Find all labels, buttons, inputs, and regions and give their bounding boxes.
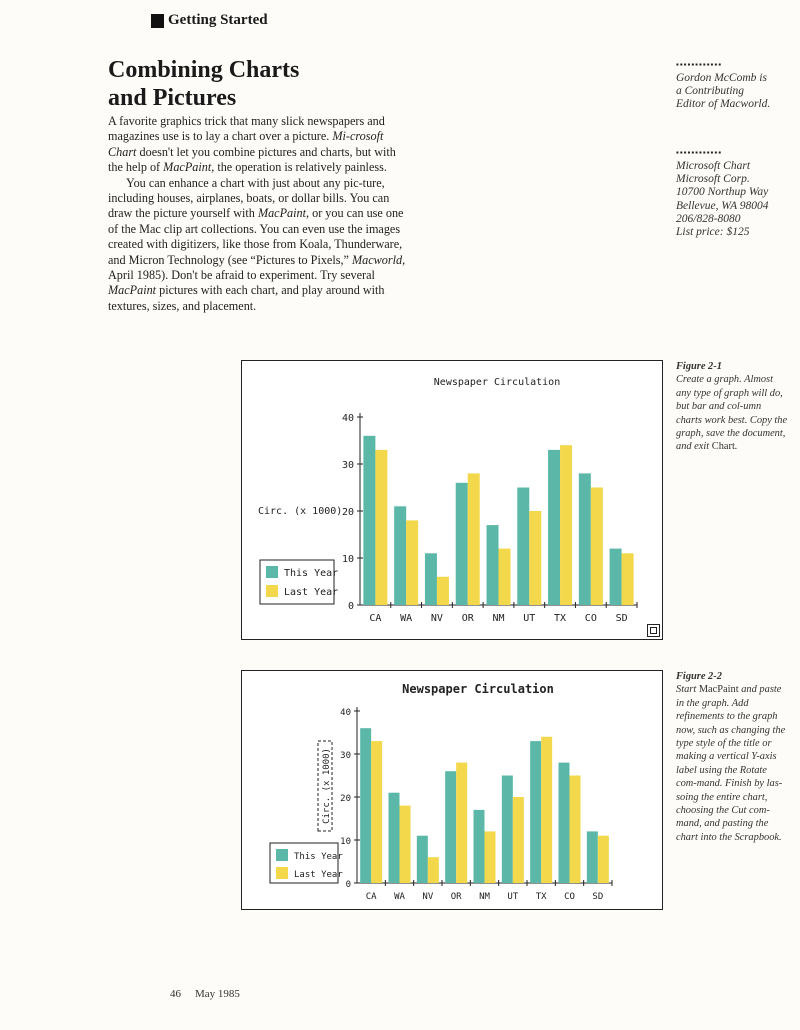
- legend-label: Last Year: [294, 870, 343, 880]
- caption-text: Start: [676, 684, 699, 696]
- bar-this-year: [610, 549, 622, 605]
- text-run: A favorite graphics trick that many slick newspapers and magazines use is to lay a chart over a picture.: [108, 114, 385, 144]
- y-axis-label: Circ. (x 1000): [322, 748, 332, 824]
- product-line: Microsoft Corp.: [676, 173, 750, 186]
- bar-this-year: [360, 728, 371, 883]
- bar-last-year: [598, 836, 609, 883]
- resize-icon[interactable]: [647, 624, 660, 637]
- caption-text: Chart: [711, 441, 735, 453]
- text-run: pictures with each chart, and play around with textures, sizes, and placement.: [108, 283, 385, 313]
- bar-last-year: [485, 831, 496, 883]
- legend-swatch: [266, 566, 278, 578]
- bar-this-year: [579, 473, 591, 605]
- x-tick-label: NV: [422, 892, 434, 902]
- caption-text: Create a graph. Almost any type of graph will do, but bar and col-umn charts work best. Copy the graph, save the document, and exit: [676, 374, 788, 453]
- figure-label: Figure 2-1: [676, 361, 722, 372]
- product-line: 10700 Northup Way: [676, 186, 769, 199]
- author-line: Gordon McComb is: [676, 72, 767, 84]
- bar-this-year: [417, 836, 428, 883]
- y-tick-label: 30: [341, 460, 354, 471]
- y-tick-label: 30: [340, 751, 351, 761]
- bar-chart-svg: [242, 361, 662, 639]
- bar-last-year: [406, 520, 418, 605]
- bar-last-year: [529, 511, 541, 605]
- text-run: or you can use one of the Mac clip art collections. You can even use the images created with digitizers, like those from Koala, Thunderware, and Micron Technology (see “Pictures to Pixels,”: [108, 206, 404, 267]
- text-run-italic: Mi-crosoft Chart: [108, 129, 384, 159]
- text-run-italic: Macworld,: [351, 252, 406, 267]
- legend-label: This Year: [294, 852, 343, 862]
- bar-last-year: [437, 577, 449, 605]
- section-label: Getting Started: [168, 12, 268, 28]
- chart-title: Newspaper Circulation: [402, 682, 554, 696]
- bar-last-year: [375, 450, 387, 605]
- bar-this-year: [474, 810, 485, 883]
- x-tick-label: OR: [461, 613, 474, 624]
- y-tick-label: 10: [340, 837, 351, 847]
- bar-chart-svg: [242, 671, 662, 909]
- chart-title: Newspaper Circulation: [433, 377, 561, 388]
- bar-this-year: [425, 553, 437, 605]
- bar-last-year: [591, 488, 603, 606]
- product-line: 206/828-8080: [676, 212, 741, 225]
- headline-line-1: Combining Charts: [108, 57, 300, 83]
- bar-this-year: [389, 793, 400, 883]
- figure-2-2-chart: [241, 670, 663, 910]
- legend-swatch: [266, 585, 278, 597]
- bar-this-year: [559, 763, 570, 883]
- x-tick-label: CO: [564, 892, 575, 902]
- x-tick-label: CO: [584, 613, 597, 624]
- paragraph-2: [108, 176, 413, 315]
- bar-last-year: [622, 553, 634, 605]
- bar-last-year: [400, 806, 411, 883]
- text-run-italic: MacPaint: [108, 283, 157, 298]
- bar-this-year: [502, 776, 513, 884]
- product-line: List price: $125: [676, 226, 750, 239]
- page-number: 46: [170, 988, 181, 1000]
- bar-last-year: [456, 763, 467, 883]
- bar-this-year: [530, 741, 541, 883]
- text-run-italic: MacPaint,: [163, 160, 215, 175]
- bar-last-year: [468, 473, 480, 605]
- caption-text: MacPaint: [698, 684, 739, 696]
- author-line: Editor of Macworld.: [676, 98, 771, 111]
- headline-line-2: and Pictures: [108, 85, 237, 111]
- x-tick-label: SD: [592, 892, 604, 902]
- section-header: [151, 12, 268, 29]
- caption-text: and paste in the graph. Add refinements to the graph now, such as changing the type style of the title or making a vertical Y-axis label using the Rotate com-mand. Finish by las-soing the entire chart, choosing the Cut com-mand, and pasting the chart into the Scrapbook.: [676, 684, 786, 843]
- legend-swatch: [276, 849, 288, 861]
- article-body: [108, 114, 413, 314]
- legend-label: Last Year: [284, 587, 339, 598]
- x-tick-label: SD: [615, 613, 628, 624]
- x-tick-label: TX: [535, 892, 547, 902]
- author-line: a Contributing: [676, 85, 745, 98]
- x-tick-label: CA: [365, 892, 377, 902]
- issue-date: May 1985: [195, 988, 240, 1000]
- y-axis-label-group: [318, 741, 332, 831]
- y-tick-label: 40: [340, 708, 351, 718]
- x-tick-label: NM: [492, 613, 505, 624]
- figure-2-2-caption: [676, 670, 788, 844]
- paragraph-1: [108, 114, 413, 176]
- figure-2-1-chart: [241, 360, 663, 640]
- bar-last-year: [513, 797, 524, 883]
- bar-last-year: [499, 549, 511, 605]
- text-run: doesn't let you combine pictures and charts, but with the help of: [108, 144, 396, 175]
- bar-last-year: [560, 445, 572, 605]
- x-tick-label: WA: [400, 613, 413, 624]
- bar-this-year: [487, 525, 499, 605]
- product-info: [676, 148, 788, 239]
- bar-last-year: [428, 857, 439, 883]
- bar-this-year: [517, 488, 529, 606]
- divider-dots: ▪▪▪▪▪▪▪▪▪▪▪▪: [676, 148, 723, 157]
- bar-last-year: [371, 741, 382, 883]
- x-tick-label: NV: [430, 613, 443, 624]
- page-footer: [170, 988, 240, 1000]
- divider-dots: ▪▪▪▪▪▪▪▪▪▪▪▪: [676, 60, 723, 69]
- y-tick-label: 40: [341, 413, 354, 424]
- section-square-icon: [151, 14, 164, 28]
- text-run-italic: MacPaint,: [257, 206, 310, 221]
- y-tick-label: 10: [341, 554, 354, 565]
- legend-label: This Year: [284, 568, 339, 579]
- product-line: Bellevue, WA 98004: [676, 199, 769, 212]
- bar-this-year: [548, 450, 560, 605]
- legend-swatch: [276, 867, 288, 879]
- y-tick-label: 0: [345, 880, 351, 890]
- bar-this-year: [456, 483, 468, 605]
- x-tick-label: NM: [479, 892, 490, 902]
- bar-this-year: [587, 831, 598, 883]
- x-tick-label: OR: [450, 892, 462, 902]
- y-tick-label: 20: [341, 507, 354, 518]
- y-tick-label: 0: [347, 601, 354, 612]
- figure-label: Figure 2-2: [676, 671, 722, 682]
- bar-this-year: [363, 436, 375, 605]
- bar-this-year: [445, 771, 456, 883]
- bar-last-year: [541, 737, 552, 883]
- bar-this-year: [394, 506, 406, 605]
- product-line: Microsoft Chart: [676, 160, 751, 172]
- x-tick-label: WA: [394, 892, 405, 902]
- x-tick-label: CA: [369, 613, 382, 624]
- caption-text: .: [734, 441, 738, 453]
- text-run: You can enhance a chart with just about any pic-ture, including houses, airplanes, boats, or dollar bills. You can draw the picture yourself with: [108, 175, 390, 221]
- article-headline: [108, 56, 408, 112]
- author-note: [676, 60, 788, 112]
- x-tick-label: TX: [554, 613, 567, 624]
- y-tick-label: 20: [340, 794, 351, 804]
- text-run: April 1985). Don't be afraid to experiment. Try several: [108, 268, 375, 283]
- figure-2-1-caption: [676, 360, 788, 454]
- x-tick-label: UT: [523, 613, 536, 624]
- bar-last-year: [570, 776, 581, 884]
- text-run: the operation is relatively painless.: [214, 160, 387, 175]
- y-axis-label: Circ. (x 1000): [258, 506, 343, 517]
- x-tick-label: UT: [507, 892, 519, 902]
